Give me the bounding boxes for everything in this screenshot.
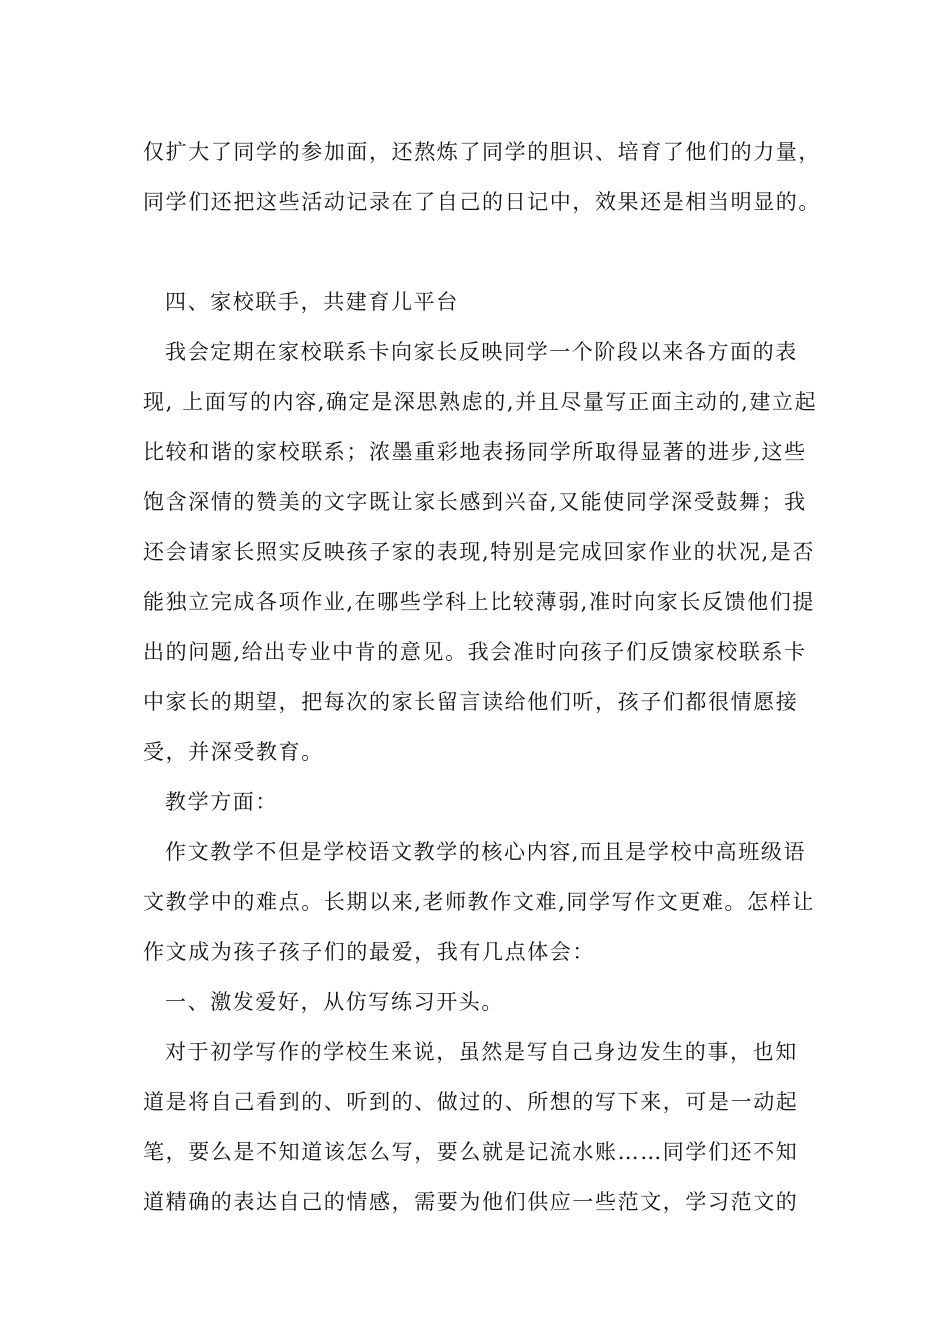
- paragraph-line: 能独立完成各项作业,在哪些学科上比较薄弱,准时向家长反馈他们提: [143, 590, 815, 614]
- paragraph-line: 出的问题,给出专业中肯的意见。我会准时向孩子们反馈家校联系卡: [143, 640, 807, 664]
- section-heading: 四、家校联手，共建育儿平台: [165, 290, 459, 314]
- paragraph-line: 饱含深情的赞美的文字既让家长感到兴奋,又能使同学深受鼓舞；我: [143, 490, 807, 514]
- paragraph-line: 作文教学不但是学校语文教学的核心内容,而且是学校中高班级语: [165, 840, 807, 864]
- paragraph-line: 比较和谐的家校联系；浓墨重彩地表扬同学所取得显著的进步,这些: [143, 440, 807, 464]
- paragraph-line: 道是将自己看到的、听到的、做过的、所想的写下来，可是一动起: [143, 1090, 799, 1114]
- paragraph-line: 仅扩大了同学的参加面，还熬炼了同学的胆识、培育了他们的力量，: [143, 140, 821, 164]
- section-heading: 一、激发爱好，从仿写练习开头。: [165, 990, 504, 1014]
- paragraph-line: 道精确的表达自己的情感，需要为他们供应一些范文，学习范文的: [143, 1190, 799, 1214]
- paragraph-line: 作文成为孩子孩子们的最爱，我有几点体会：: [143, 940, 595, 964]
- paragraph-line: 文教学中的难点。长期以来,老师教作文难,同学写作文更难。怎样让: [143, 890, 815, 914]
- paragraph-line: 受，并深受教育。: [143, 740, 324, 764]
- paragraph-line: 对于初学写作的学校生来说，虽然是写自己身边发生的事，也知: [165, 1040, 798, 1064]
- section-heading: 教学方面：: [165, 790, 278, 814]
- paragraph-line: 笔，要么是不知道该怎么写，要么就是记流水账……同学们还不知: [143, 1140, 799, 1164]
- paragraph-line: 现, 上面写的内容,确定是深思熟虑的,并且尽量写正面主动的,建立起: [143, 390, 818, 414]
- paragraph-line: 中家长的期望，把每次的家长留言读给他们听，孩子们都很情愿接: [143, 690, 799, 714]
- paragraph-line: 还会请家长照实反映孩子家的表现,特别是完成回家作业的状况,是否: [143, 540, 815, 564]
- paragraph-line: 同学们还把这些活动记录在了自己的日记中，效果还是相当明显的。: [143, 190, 821, 214]
- paragraph-line: 我会定期在家校联系卡向家长反映同学一个阶段以来各方面的表: [165, 340, 798, 364]
